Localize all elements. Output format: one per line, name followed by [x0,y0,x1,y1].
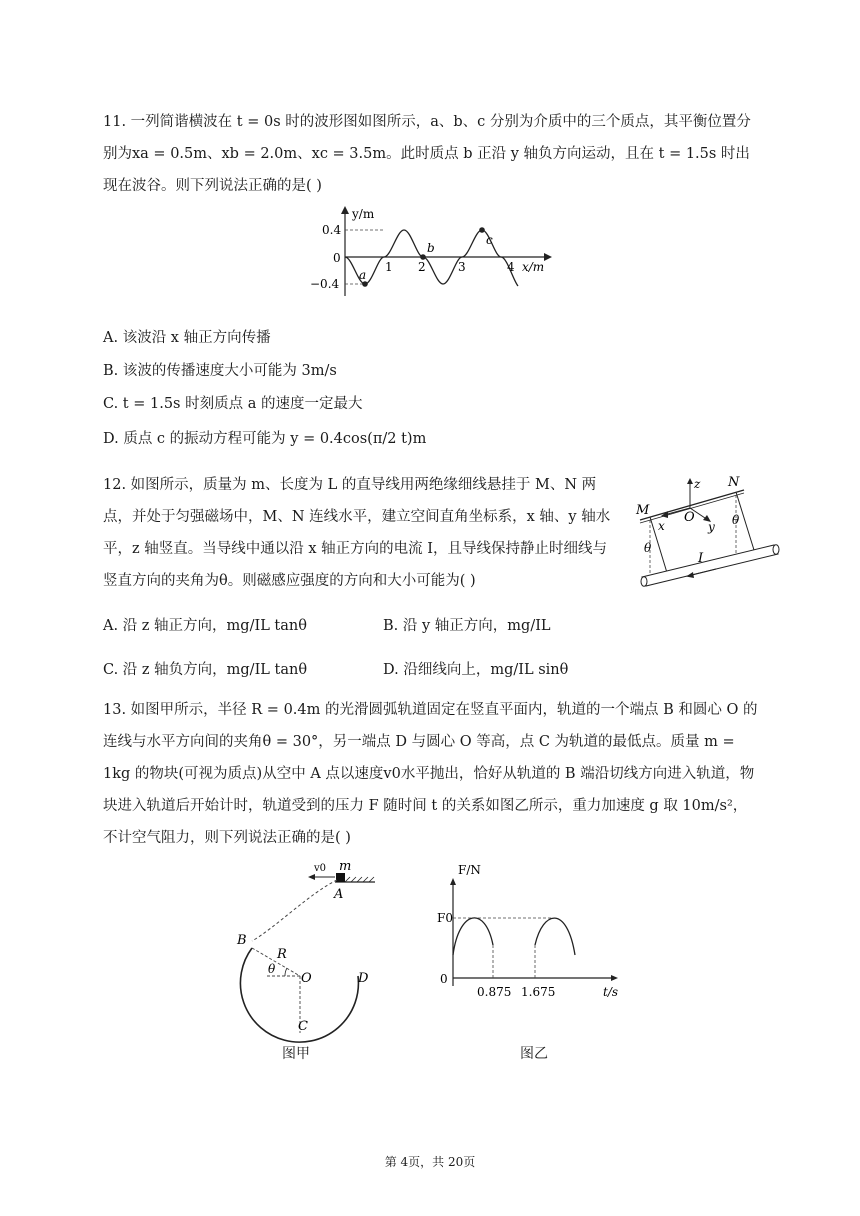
point-b [420,254,426,260]
y-tick-bottom: −0.4 [310,277,340,291]
x-axis-label: x/m [522,260,545,274]
label-origin: 0 [440,972,448,986]
q11-option-b: B. 该波的传播速度大小可能为 3m/s [103,363,337,379]
x-tick-3: 3 [458,260,466,274]
label-D: D [358,971,369,986]
label-F0: F0 [437,911,453,925]
label-C: C [298,1019,308,1034]
label-theta-left: θ [644,541,652,555]
point-a [362,281,368,287]
label-O: O [301,971,312,986]
q12-option-c: C. 沿 z 轴负方向，mg/IL tanθ [103,662,308,678]
x-axis-arrow-icon [544,253,552,261]
label-M: M [636,503,650,518]
y-tick-origin: 0 [333,251,341,265]
y-axis-arrow-icon [341,206,349,214]
q11-option-a: A. 该波沿 x 轴正方向传播 [103,330,271,346]
q11-option-c: C. t = 1.5s 时刻质点 a 的速度一定最大 [103,396,363,412]
label-b: b [427,241,435,255]
y-label: F/N [458,863,481,877]
block-m [336,873,345,882]
label-O: O [684,510,695,525]
label-theta: θ [268,962,276,976]
point-c [479,227,485,233]
x-label: t/s [603,985,619,999]
label-m: m [339,859,352,874]
caption-fig-a: 图甲 [282,1046,310,1062]
q13-figure-b [425,860,640,1005]
label-t1: 0.875 [477,985,512,999]
q12-option-b: B. 沿 y 轴正方向，mg/IL [383,618,551,634]
label-R: R [277,947,287,962]
q11-option-d: D. 质点 c 的振动方程可能为 y = 0.4cos(π/2 t)m [103,431,427,447]
y-tick-top: 0.4 [322,223,342,237]
label-A: A [334,887,344,902]
label-c: c [486,233,493,247]
label-y: y [708,520,715,534]
label-I: I [698,551,704,566]
q12-stem: 12. 如图所示，质量为 m、长度为 L 的直导线用两绝缘细线悬挂于 M、N 两点，并处于匀强磁场中，M、N 连线水平，建立空间直角坐标系，x 轴、y 轴水平，z 轴竖直。当导线中通以沿 x 轴正方向的电流 I，且导线保持静止时细线与竖直方向的夹角为θ。则磁感应强度的方向和大小可能为( ) [103,477,611,589]
caption-fig-b: 图乙 [520,1046,548,1062]
q12-wire-figure [628,468,788,593]
x-tick-4: 4 [507,260,515,274]
q13-figure-a [225,858,395,1068]
label-B: B [237,933,247,948]
label-x: x [658,519,665,533]
label-t2: 1.675 [521,985,556,999]
label-a: a [359,268,367,282]
label-z: z [694,477,701,491]
y-axis-label: y/m [352,207,375,221]
x-tick-2: 2 [418,260,426,274]
page-footer: 第 4页，共 20页 [384,1155,476,1169]
q11-wave-figure [300,200,560,300]
label-N: N [728,475,740,490]
q13-stem: 13. 如图甲所示，半径 R = 0.4m 的光滑圆弧轨道固定在竖直平面内，轨道的一个端点 B 和圆心 O 的连线与水平方向间的夹角θ = 30°，另一端点 D 与圆心 O 等高，点 C 为轨道的最低点。质量 m = 1kg 的物块(可视为质点)从空中 A 点以速度v0水平抛出，恰好从轨道的 B 端沿切线方向进入轨道，物块进入轨道后开始计时，轨道受到的压力 F 随时间 t 的关系如图乙所示，重力加速度 g 取 10m/s²，不计空气阻力，则下列说法正确的是( ) [103,702,758,846]
x-tick-1: 1 [385,260,393,274]
q12-option-d: D. 沿细线向上，mg/IL sinθ [383,662,569,678]
q12-option-a: A. 沿 z 轴正方向，mg/IL tanθ [103,618,307,634]
q11-stem: 11. 一列简谐横波在 t = 0s 时的波形图如图所示，a、b、c 分别为介质中的三个质点，其平衡位置分别为xa = 0.5m、xb = 2.0m、xc = 3.5m。此时质点 b 正沿 y 轴负方向运动，且在 t = 1.5s 时出现在波谷。则下列说法正确的是( ) [103,114,751,194]
label-theta-right: θ [732,513,740,527]
label-v0: v0 [314,863,327,874]
